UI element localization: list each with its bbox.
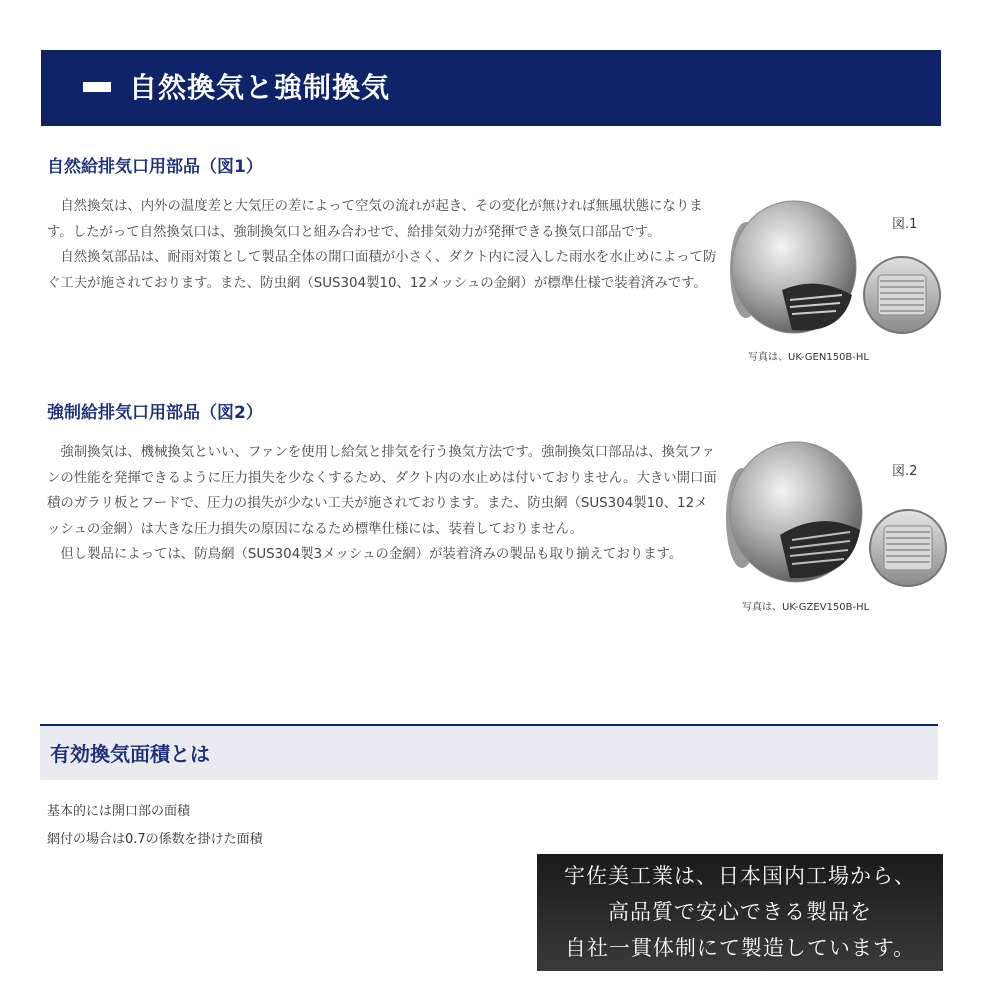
promo-line1: 宇佐美工業は、日本国内工場から、 [564, 864, 916, 888]
page-title: 自然換気と強制換気 [129, 71, 391, 104]
section2-paragraph1: 強制換気は、機械換気といい、ファンを使用し給気と排気を行う換気方法です。強制換気口部品は、換気ファンの性能を発揮できるように圧力損失を少なくするため、ダクト内の水止めは付いておりません。大きい開口面積のガラリ板とフードで、圧力の損失が少ない工夫が施されております。また、防虫網（SUS304製10、12メッシュの金網）は大きな圧力損失の原因になるため標準仕様には、装着しておりません。 [47, 445, 717, 537]
effective-area-line1: 基本的には開口部の面積 [47, 804, 191, 819]
effective-area-line2: 網付の場合は0.7の係数を掛けた面積 [47, 832, 263, 847]
promo-line2: 高品質で安心できる製品を [608, 900, 872, 924]
figure2-label: 図.2 [892, 464, 918, 479]
figure1-caption: 写真は、UK-GEN150B-HL [748, 352, 869, 363]
promo-line3: 自社一貫体制にて製造しています。 [564, 936, 916, 960]
section2-heading: 強制給排気口用部品（図2） [47, 403, 263, 423]
section1-text [47, 194, 717, 296]
vent-hood-image-2 [722, 440, 952, 590]
figure2-caption: 写真は、UK-GZEV150B-HL [742, 602, 870, 613]
figure2 [722, 440, 952, 613]
effective-area-title: 有効換気面積とは [50, 742, 210, 766]
promo-banner [537, 854, 943, 971]
vent-hood-image-1 [722, 195, 952, 345]
effective-area-header [40, 724, 938, 780]
section1-paragraph1: 自然換気は、内外の温度差と大気圧の差によって空気の流れが起き、その変化が無ければ無風状態になります。したがって自然換気口は、強制換気口と組み合わせで、給排気効力が発揮できる換気口部品です。 [47, 199, 703, 240]
figure1 [722, 195, 952, 363]
banner-accent-bar [83, 82, 111, 92]
section2-text [47, 440, 717, 568]
section1-heading: 自然給排気口用部品（図1） [47, 157, 263, 177]
section1-paragraph2: 自然換気部品は、耐雨対策として製品全体の開口面積が小さく、ダクト内に浸入した雨水を水止めによって防ぐ工夫が施されております。また、防虫網（SUS304製10、12メッシュの金網）が標準仕様で装着済みです。 [47, 250, 717, 291]
title-banner [41, 50, 941, 126]
figure1-label: 図.1 [892, 217, 918, 232]
section2-paragraph2: 但し製品によっては、防鳥網（SUS304製3メッシュの金網）が装着済みの製品も取り揃えております。 [60, 547, 683, 562]
